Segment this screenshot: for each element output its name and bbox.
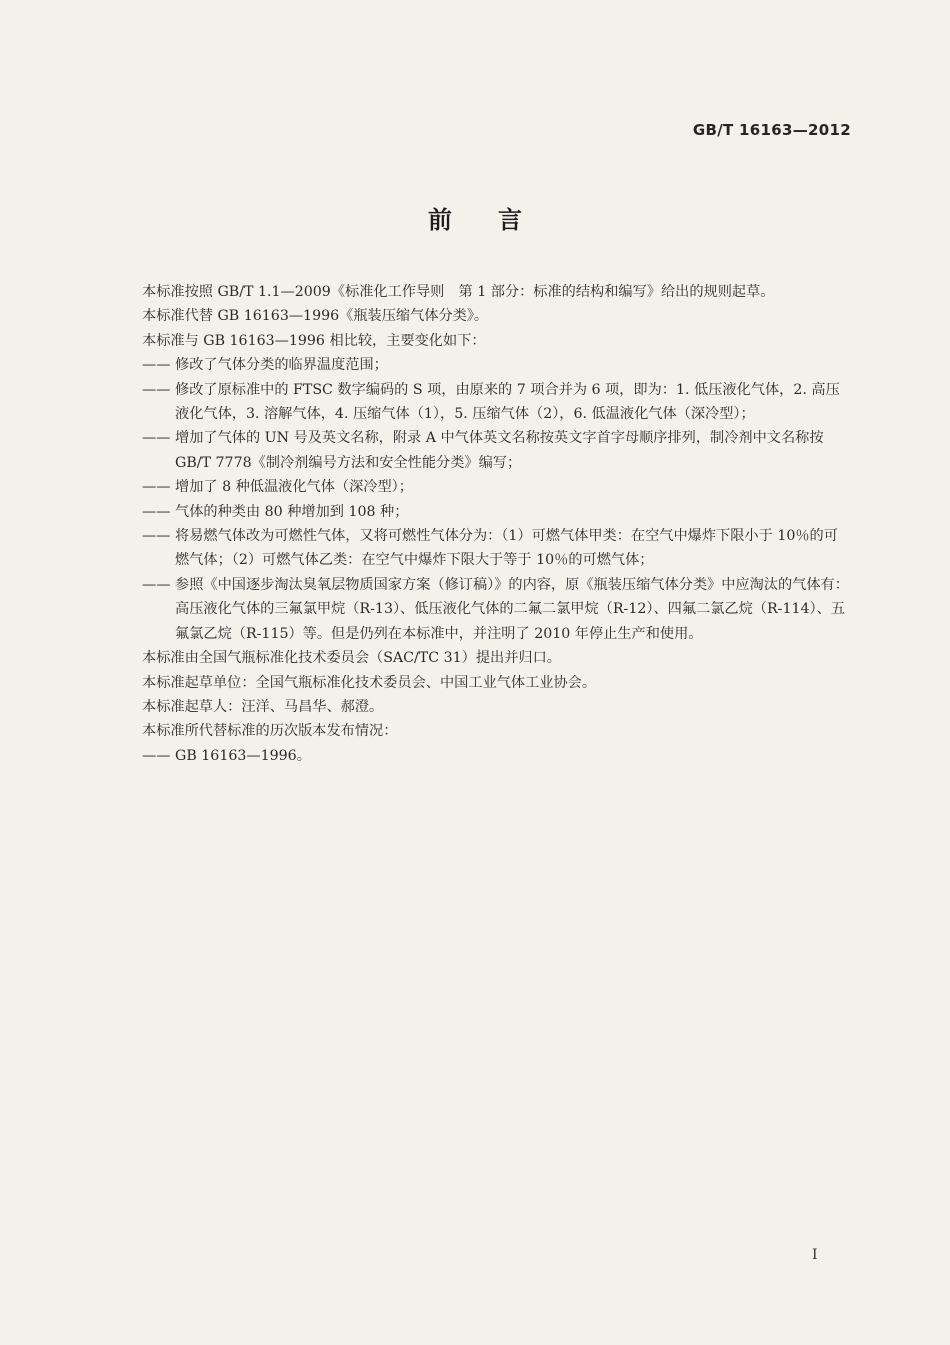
dash-marker: —— — [142, 528, 171, 545]
standard-code: GB/T 16163—2012 — [692, 121, 851, 139]
change-item — [142, 500, 850, 524]
replacement-paragraph: 本标准代替 GB 16163—1996《瓶装压缩气体分类》。 — [142, 308, 489, 325]
change-item-text: 增加了气体的 UN 号及英文名称，附录 A 中气体英文名称按英文字首字母顺序排列，制冷剂中文名称按 GB/T 7778《制冷剂编号方法和安全性能分类》编写； — [175, 430, 824, 471]
page-number: I — [812, 1247, 818, 1263]
drafting-unit-paragraph: 本标准起草单位：全国气瓶标准化技术委员会、中国工业气体工业协会。 — [142, 674, 597, 691]
dash-marker: —— — [142, 381, 171, 398]
dash-marker: —— — [142, 357, 171, 374]
dash-marker: —— — [142, 747, 171, 764]
changes-intro-paragraph: 本标准与 GB 16163—1996 相比较，主要变化如下： — [142, 332, 486, 349]
history-item — [142, 744, 850, 768]
change-item — [142, 524, 850, 573]
dash-marker: —— — [142, 479, 171, 496]
page-title: 前言 — [428, 206, 568, 234]
dash-marker: —— — [142, 576, 171, 593]
change-item — [142, 353, 850, 377]
change-item-text: 将易燃气体改为可燃性气体，又将可燃性气体分为：（1）可燃气体甲类：在空气中爆炸下限小于 10％的可燃气体；（2）可燃气体乙类：在空气中爆炸下限大于等于 10％的可燃气体； — [175, 528, 838, 569]
change-item-text: 修改了原标准中的 FTSC 数字编码的 S 项，由原来的 7 项合并为 6 项，即为：1. 低压液化气体，2. 高压液化气体，3. 溶解气体，4. 压缩气体（1），5. 压缩气体（2），6. 低温液化气体（深冷型）； — [175, 381, 840, 423]
history-item-text: GB 16163—1996。 — [175, 747, 311, 764]
dash-marker: —— — [142, 503, 171, 520]
history-intro-paragraph: 本标准所代替标准的历次版本发布情况： — [142, 723, 398, 740]
change-item-text: 增加了 8 种低温液化气体（深冷型）； — [175, 479, 413, 496]
change-item — [142, 378, 850, 427]
foreword-body — [142, 280, 850, 768]
change-item-text: 气体的种类由 80 种增加到 108 种； — [175, 503, 409, 520]
change-item — [142, 475, 850, 499]
change-item-text: 修改了气体分类的临界温度范围； — [175, 357, 388, 374]
change-item — [142, 426, 850, 475]
dash-marker: —— — [142, 430, 171, 447]
proposer-paragraph: 本标准由全国气瓶标准化技术委员会（SAC/TC 31）提出并归口。 — [142, 650, 561, 667]
change-item-text: 参照《中国逐步淘汰臭氧层物质国家方案（修订稿）》的内容，原《瓶装压缩气体分类》中应淘汰的气体有：高压液化气体的三氟氯甲烷（R-13）、低压液化气体的二氟二氯甲烷（R-12）、四氟二氯乙烷（R-114）、五氟氯乙烷（R-115）等。但是仍列在本标准中，并注明了 2010 年停止生产和使用。 — [175, 576, 849, 642]
change-item — [142, 573, 850, 646]
drafters-paragraph: 本标准起草人：汪洋、马昌华、郝澄。 — [142, 698, 384, 715]
drafting-rule-paragraph: 本标准按照 GB/T 1.1—2009《标准化工作导则 第 1 部分：标准的结构和编写》给出的规则起草。 — [142, 284, 775, 300]
